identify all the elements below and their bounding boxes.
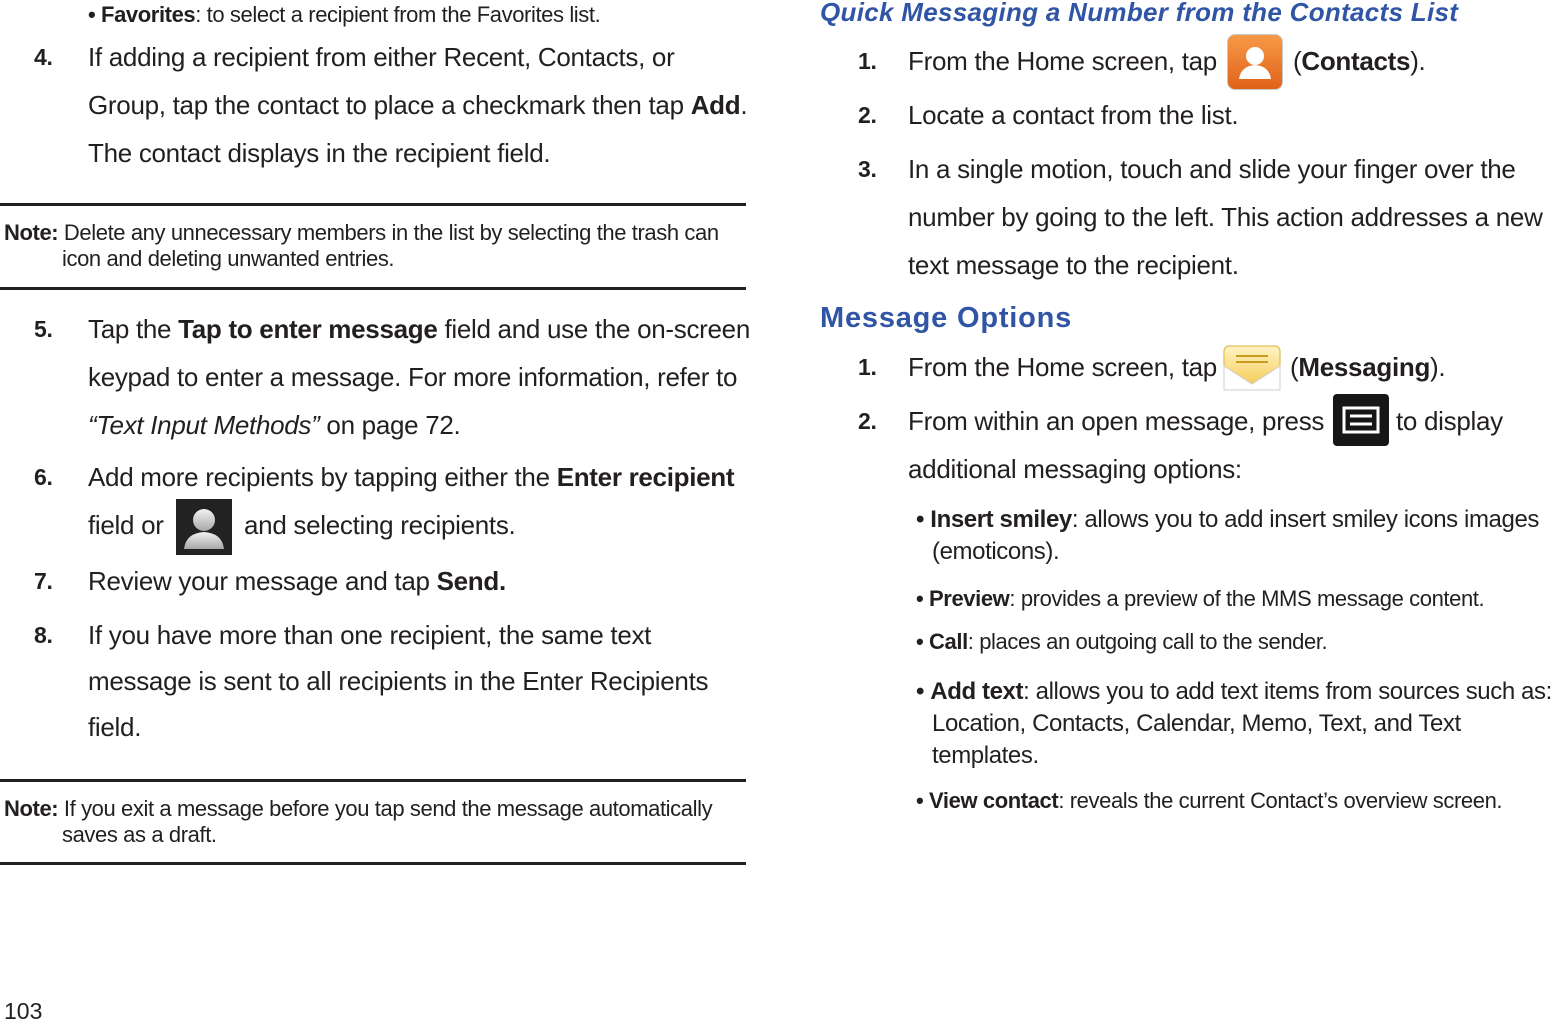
qstep3-line2: number by going to the left. This action addresses a new <box>908 202 1543 232</box>
favorites-desc: : to select a recipient from the Favorites list. <box>195 2 601 27</box>
add-term: Add <box>690 90 741 120</box>
step-number: 8. <box>34 622 53 648</box>
note-rule-bottom <box>0 862 746 865</box>
close-paren: ). <box>1410 46 1426 76</box>
heading-message-options: Message Options <box>820 302 1073 334</box>
step5-line2: keypad to enter a message. For more information, refer to <box>88 362 738 392</box>
step5-line1 <box>88 305 750 353</box>
option-insert-smiley-desc2: (emoticons). <box>932 538 1060 565</box>
step8-line2: message is sent to all recipients in the Enter Recipients <box>88 666 709 696</box>
close-paren: ). <box>1430 352 1446 382</box>
bullet: • <box>88 2 96 27</box>
option-view-contact <box>916 786 1502 816</box>
option-desc: : allows you to add text items from sources such as: <box>1023 678 1552 705</box>
contacts-term: Contacts <box>1301 46 1411 76</box>
step7-line <box>88 557 506 605</box>
qstep1-pre: From the Home screen, tap <box>908 46 1217 76</box>
step-number: 5. <box>34 316 53 342</box>
mstep2-line2: additional messaging options: <box>908 454 1242 484</box>
step4-line3: The contact displays in the recipient field. <box>88 138 551 168</box>
menu-key-icon <box>1333 394 1389 446</box>
note1-text: Delete any unnecessary members in the list by selecting the trash can <box>58 220 719 245</box>
text-input-methods-link[interactable]: “Text Input Methods” <box>88 410 320 440</box>
favorites-term: Favorites <box>101 2 196 27</box>
step6-line1 <box>88 453 734 501</box>
messaging-app-icon <box>1222 344 1282 392</box>
mstep1-label <box>1290 343 1445 391</box>
person-icon <box>176 499 232 555</box>
bullet: • <box>916 506 925 533</box>
step4-line1: If adding a recipient from either Recent, Contacts, or <box>88 42 675 72</box>
step-number: 2. <box>858 102 877 128</box>
option-term: Call <box>929 629 968 654</box>
mstep2-pre: From within an open message, press <box>908 406 1325 436</box>
page-number: 103 <box>4 998 43 1024</box>
note2-line2: saves as a draft. <box>62 822 217 847</box>
qstep1-label <box>1293 37 1426 85</box>
step6-line2-post: and selecting recipients. <box>244 510 516 540</box>
option-desc: : places an outgoing call to the sender. <box>967 629 1328 654</box>
option-term: View contact <box>929 788 1059 813</box>
step-number: 2. <box>858 408 877 434</box>
step5-pre: Tap the <box>88 314 179 344</box>
bullet: • <box>916 788 924 813</box>
bullet: • <box>916 586 924 611</box>
step6-pre: Add more recipients by tapping either the <box>88 462 557 492</box>
note-label: Note: <box>4 220 59 245</box>
step4-line2-text: Group, tap the contact to place a checkmark then tap <box>88 90 691 120</box>
step8-line3: field. <box>88 712 142 742</box>
open-paren: ( <box>1290 352 1299 382</box>
mstep2-post: to display <box>1396 406 1503 436</box>
option-add-text <box>916 676 1552 708</box>
step-number: 4. <box>34 44 53 70</box>
step5-post: field and use the on-screen <box>437 314 750 344</box>
option-term: Insert smiley <box>930 506 1072 533</box>
step-number: 7. <box>34 568 53 594</box>
qstep3-line3: text message to the recipient. <box>908 250 1239 280</box>
option-desc: : reveals the current Contact’s overview screen. <box>1058 788 1503 813</box>
step7-pre: Review your message and tap <box>88 566 437 596</box>
note2-text: If you exit a message before you tap send the message automatically <box>58 796 713 821</box>
option-add-text-desc2: Location, Contacts, Calendar, Memo, Text, and Text <box>932 710 1461 737</box>
step-number: 1. <box>858 48 877 74</box>
step-number: 3. <box>858 156 877 182</box>
option-insert-smiley <box>916 504 1539 536</box>
note1-line2: icon and deleting unwanted entries. <box>62 246 395 271</box>
step4-line2 <box>88 81 747 129</box>
messaging-term: Messaging <box>1298 352 1431 382</box>
send-term: Send. <box>436 566 506 596</box>
note-rule-top <box>0 203 746 206</box>
step-number: 6. <box>34 464 53 490</box>
option-call <box>916 627 1327 657</box>
step-number: 1. <box>858 354 877 380</box>
step6-line2-pre: field or <box>88 510 164 540</box>
bullet: • <box>916 629 924 654</box>
tap-to-enter-message-term: Tap to enter message <box>178 314 438 344</box>
contacts-app-icon <box>1227 34 1283 90</box>
option-desc: : provides a preview of the MMS message content. <box>1009 586 1485 611</box>
option-term: Preview <box>929 586 1010 611</box>
note-rule-bottom <box>0 287 746 290</box>
open-paren: ( <box>1293 46 1302 76</box>
bullet: • <box>916 678 925 705</box>
favorites-bullet <box>88 0 600 30</box>
step5-page-ref: on page 72. <box>319 410 461 440</box>
step8-line1: If you have more than one recipient, the same text <box>88 620 652 650</box>
option-preview <box>916 584 1484 614</box>
heading-quick-messaging: Quick Messaging a Number from the Contacts List <box>820 0 1459 27</box>
note-rule-top <box>0 779 746 782</box>
qstep3-line1: In a single motion, touch and slide your finger over the <box>908 154 1516 184</box>
mstep1-pre: From the Home screen, tap <box>908 352 1217 382</box>
option-term: Add text <box>930 678 1024 705</box>
note-label: Note: <box>4 796 59 821</box>
enter-recipient-term: Enter recipient <box>556 462 735 492</box>
option-add-text-desc3: templates. <box>932 742 1039 769</box>
step4-line2-post: . <box>740 90 748 120</box>
step5-line3 <box>88 401 460 449</box>
qstep2-text: Locate a contact from the list. <box>908 100 1239 130</box>
option-desc: : allows you to add insert smiley icons images <box>1071 506 1539 533</box>
